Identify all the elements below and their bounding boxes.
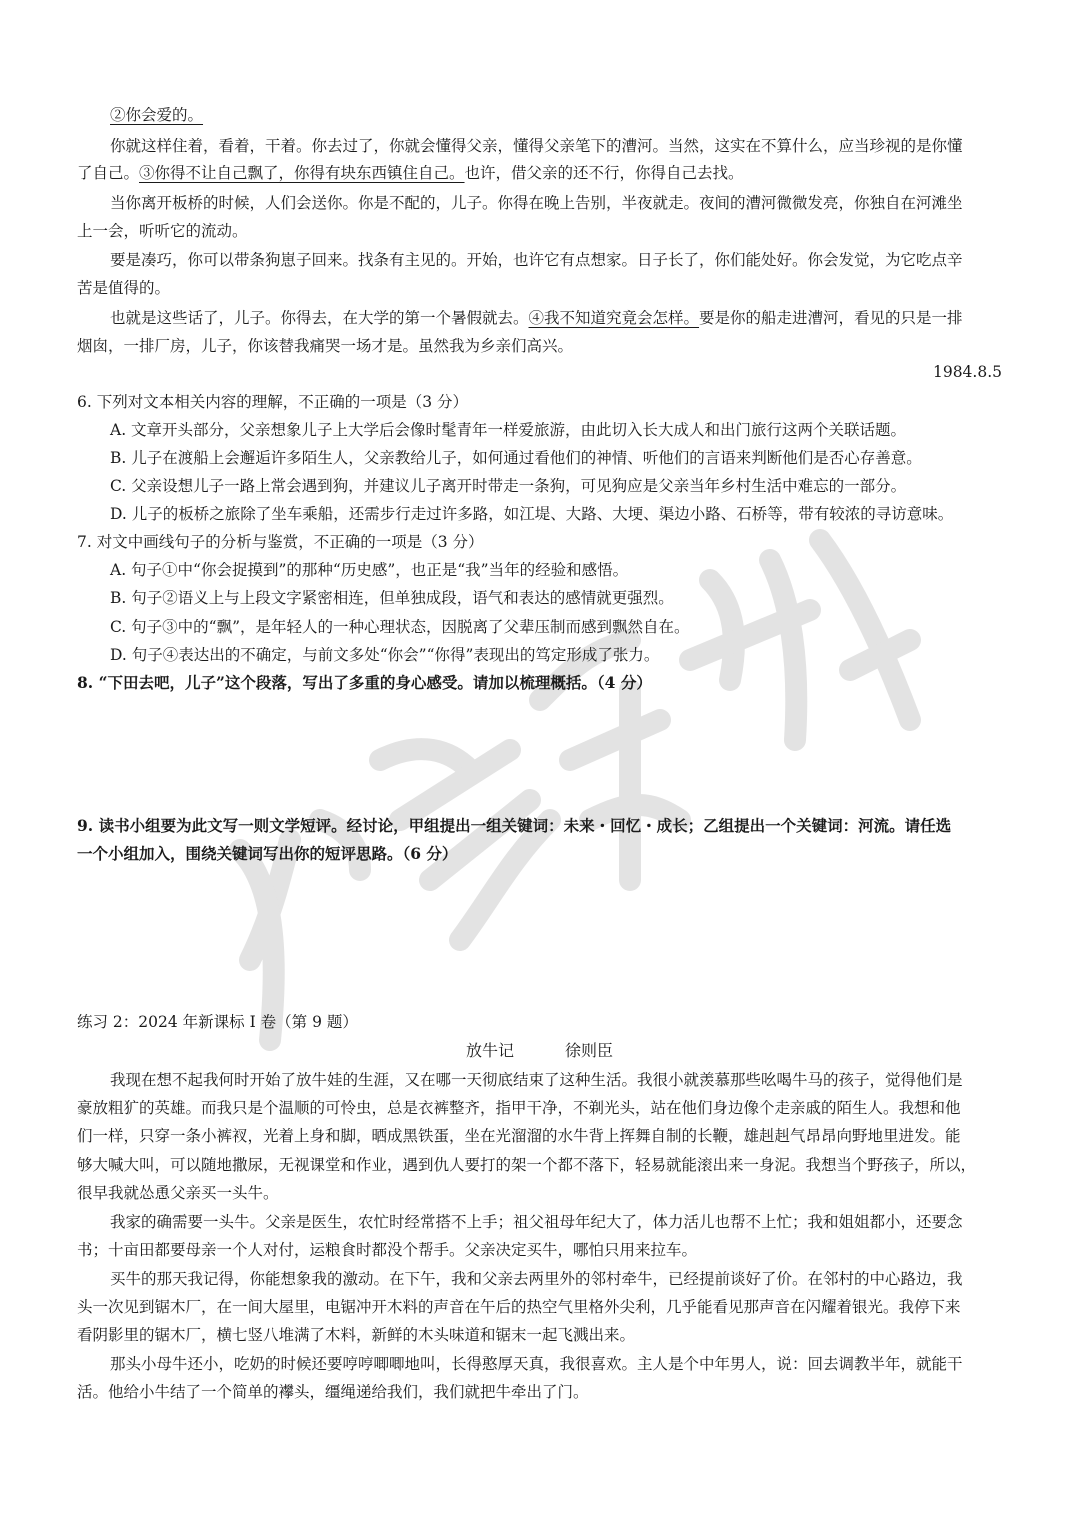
paragraph-sentence-2: ②你会爱的。 bbox=[110, 106, 204, 124]
article-line: 们一样，只穿一条小裤衩，光着上身和脚，晒成黑铁蛋，坐在光溜溜的水牛背上挥舞自制的长鞭，雄赳赳气昂昂向野地里进发。能 bbox=[77, 1127, 961, 1145]
paragraph-line: 要是凑巧，你可以带条狗崽子回来。找条有主见的。开始，也许它有点想家。日子长了，你们能处好。你会发觉，为它吃点辛 bbox=[110, 251, 963, 269]
question-7-option-c: C. 句子③中的“飘”，是年轻人的一种心理状态，因脱离了父辈压制而感到飘然自在。 bbox=[110, 618, 690, 636]
exercise-heading: 练习 2：2024 年新课标 I 卷（第 9 题） bbox=[77, 1013, 358, 1031]
article-line: 够大喊大叫，可以随地撒尿，无视课堂和作业，遇到仇人要打的架一个都不落下，轻易就能滚出来一身泥。我想当个野孩子，所以， bbox=[77, 1156, 977, 1174]
paragraph-line: 也就是这些话了，儿子。你得去，在大学的第一个暑假就去。④我不知道究竟会怎样。要是你的船走进漕河，看见的只是一排 bbox=[110, 309, 963, 327]
question-7-option-d: D. 句子④表达出的不确定，与前文多处“你会”“你得”表现出的笃定形成了张力。 bbox=[110, 646, 660, 664]
paragraph-line: 当你离开板桥的时候，人们会送你。你是不配的，儿子。你得在晚上告别，半夜就走。夜间的漕河微微发亮，你独自在河滩坐 bbox=[110, 194, 963, 212]
paragraph-line: 了自己。③你得不让自己飘了，你得有块东西镇住自己。也许，借父亲的还不行，你得自己去找。 bbox=[77, 164, 744, 182]
article-line: 头一次见到锯木厂，在一间大屋里，电锯冲开木料的声音在午后的热空气里格外尖利，几乎能看见那声音在闪耀着银光。我停下来 bbox=[77, 1298, 961, 1316]
question-6-stem: 6. 下列对文本相关内容的理解，不正确的一项是（3 分） bbox=[77, 393, 469, 411]
article-line: 我现在想不起我何时开始了放牛娃的生涯，又在哪一天彻底结束了这种生活。我很小就羡慕那些吆喝牛马的孩子，觉得他们是 bbox=[110, 1071, 963, 1089]
article-line: 活。他给小牛结了一个简单的襻头，缰绳递给我们，我们就把牛牵出了门。 bbox=[77, 1383, 589, 1401]
question-7-option-a: A. 句子①中“你会捉摸到”的那种“历史感”，也正是“我”当年的经验和感悟。 bbox=[110, 561, 629, 579]
question-9-stem-line1: 9. 读书小组要为此文写一则文学短评。经讨论，甲组提出一组关键词：未来・回忆・成长；乙组提出一个关键词：河流。请任选 bbox=[77, 816, 952, 835]
question-6-option-c: C. 父亲设想儿子一路上常会遇到狗，并建议儿子离开时带走一条狗，可见狗应是父亲当年乡村生活中难忘的一部分。 bbox=[110, 477, 907, 495]
article-line: 看阴影里的锯木厂，横七竖八堆满了木料，新鲜的木头味道和锯末一起飞溅出来。 bbox=[77, 1326, 636, 1344]
paragraph-line: 你就这样住着，看着，干着。你去过了，你就会懂得父亲，懂得父亲笔下的漕河。当然，这实在不算什么，应当珍视的是你懂 bbox=[110, 137, 963, 155]
question-8-stem: 8. “下田去吧，儿子”这个段落，写出了多重的身心感受。请加以梳理概括。（4 分） bbox=[77, 673, 652, 692]
article-line: 那头小母牛还小，吃奶的时候还要哼哼唧唧地叫，长得憨厚天真，我很喜欢。主人是个中年男人，说：回去调教半年，就能干 bbox=[110, 1355, 963, 1373]
paragraph-line: 上一会，听听它的流动。 bbox=[77, 222, 248, 240]
article-line: 我家的确需要一头牛。父亲是医生，农忙时经常搭不上手；祖父祖母年纪大了，体力活儿也帮不上忙；我和姐姐都小，还要念 bbox=[110, 1213, 963, 1231]
article-title: 放牛记 bbox=[466, 1041, 515, 1060]
article-line: 豪放粗犷的英雄。而我只是个温顺的可怜虫，总是衣裤整齐，指甲干净，不剃光头，站在他们身边像个走亲戚的陌生人。我想和他 bbox=[77, 1099, 961, 1117]
passage-date: 1984.8.5 bbox=[932, 363, 1002, 381]
paragraph-line: 苦是值得的。 bbox=[77, 279, 171, 297]
article-line: 买牛的那天我记得，你能想象我的激动。在下午，我和父亲去两里外的邻村牵牛，已经提前谈好了价。在邻村的中心路边，我 bbox=[110, 1270, 963, 1288]
underlined-sentence-3: ③你得不让自己飘了，你得有块东西镇住自己。 bbox=[139, 164, 465, 182]
article-line: 书；十亩田都要母亲一个人对付，运粮食时都没个帮手。父亲决定买牛，哪怕只用来拉车。 bbox=[77, 1241, 698, 1259]
question-6-option-d: D. 儿子的板桥之旅除了坐车乘船，还需步行走过许多路，如江堤、大路、大埂、渠边小路、石桥等，带有较浓的寻访意味。 bbox=[110, 505, 954, 523]
paragraph-line: 烟囱，一排厂房，儿子，你该替我痛哭一场才是。虽然我为乡亲们高兴。 bbox=[77, 337, 574, 355]
question-7-stem: 7. 对文中画线句子的分析与鉴赏，不正确的一项是（3 分） bbox=[77, 533, 484, 551]
underlined-sentence-4: ④我不知道究竟会怎样。 bbox=[528, 309, 700, 327]
article-author: 徐则臣 bbox=[565, 1041, 614, 1060]
question-9-stem-line2: 一个小组加入，围绕关键词写出你的短评思路。（6 分） bbox=[77, 844, 458, 863]
question-6-option-b: B. 儿子在渡船上会邂逅许多陌生人，父亲教给儿子，如何通过看他们的神情、听他们的言语来判断他们是否心存善意。 bbox=[110, 449, 922, 467]
article-line: 很早我就怂恿父亲买一头牛。 bbox=[77, 1184, 279, 1202]
question-6-option-a: A. 文章开头部分，父亲想象儿子上大学后会像时髦青年一样爱旅游，由此切入长大成人和出门旅行这两个关联话题。 bbox=[110, 421, 907, 439]
question-7-option-b: B. 句子②语义上与上段文字紧密相连，但单独成段，语气和表达的感情就更强烈。 bbox=[110, 589, 674, 607]
